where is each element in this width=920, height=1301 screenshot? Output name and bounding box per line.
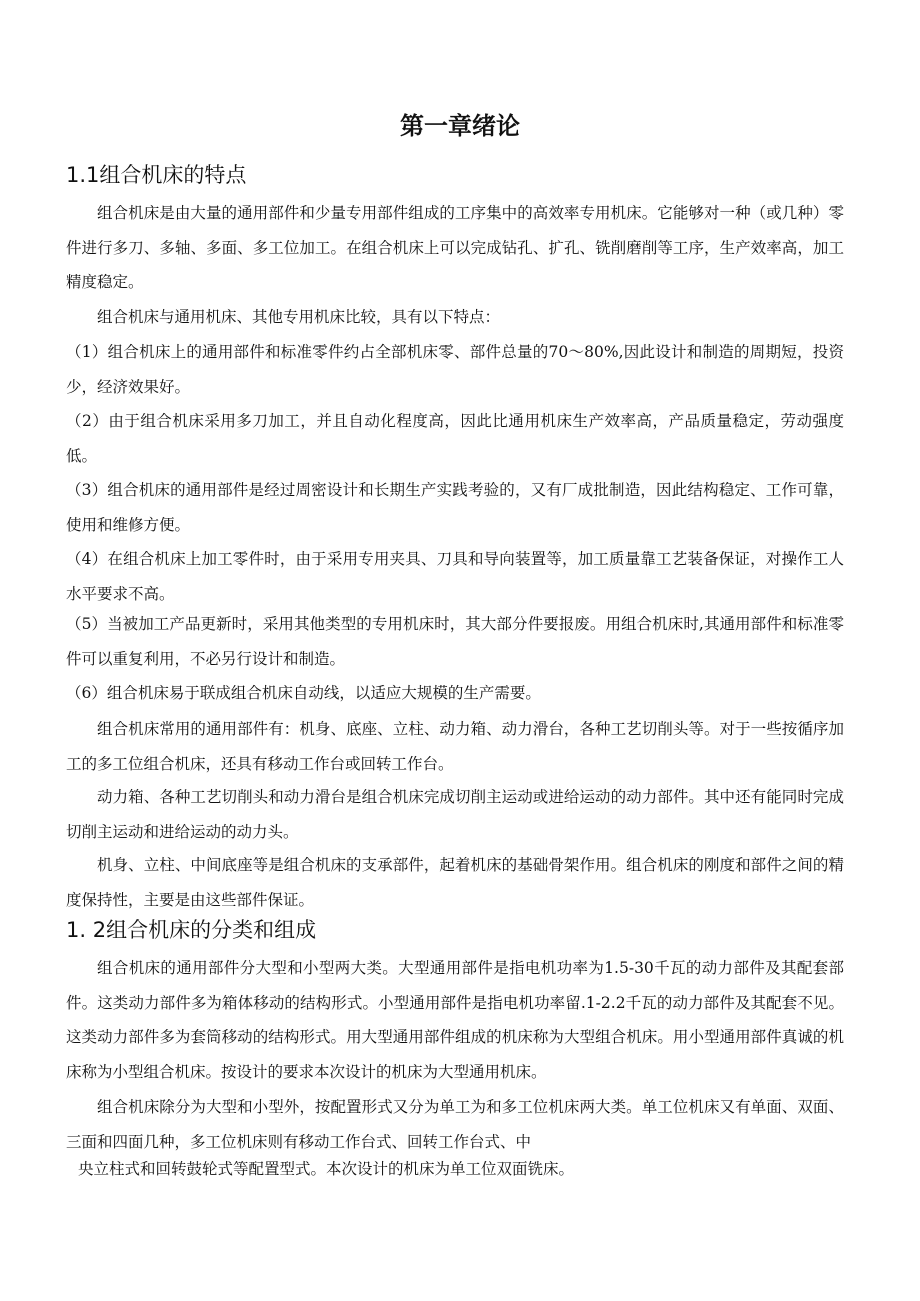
paragraph-support-parts: 机身、立柱、中间底座等是组合机床的支承部件，起着机床的基础骨架作用。组合机床的刚度和部件之间的精度保持性，主要是由这些部件保证。: [66, 856, 844, 909]
feature-item-4: （4）在组合机床上加工零件时，由于采用专用夹具、刀具和导向装置等，加工质量靠工艺装备保证，对操作工人水平要求不高。: [66, 550, 844, 603]
chapter-title: 第一章绪论: [400, 112, 520, 140]
section-heading-1-2: 1. 2组合机床的分类和组成: [66, 918, 317, 942]
paragraph-intro: 组合机床是由大量的通用部件和少量专用部件组成的工序集中的高效率专用机床。它能够对一种（或几种）零件进行多刀、多轴、多面、多工位加工。在组合机床上可以完成钻孔、扩孔、铣削磨削等工序，生产效率高，加工精度稳定。: [66, 204, 844, 292]
paragraph-compare: 组合机床与通用机床、其他专用机床比较，具有以下特点：: [97, 308, 501, 326]
paragraph-common-parts: 组合机床常用的通用部件有：机身、底座、立柱、动力箱、动力滑台，各种工艺切削头等。对于一些按循序加工的多工位组合机床，还具有移动工作台或回转工作台。: [66, 720, 844, 773]
feature-item-3: （3）组合机床的通用部件是经过周密设计和长期生产实践考验的，又有厂成批制造，因此结构稳定、工作可靠，使用和维修方便。: [66, 481, 844, 534]
feature-item-5: （5）当被加工产品更新时，采用其他类型的专用机床时，其大部分件要报废。用组合机床时,其通用部件和标准零件可以重复利用，不必另行设计和制造。: [66, 615, 844, 668]
feature-item-1: （1）组合机床上的通用部件和标准零件约占全部机床零、部件总量的70～80%,因此设计和制造的周期短，投资少，经济效果好。: [66, 343, 844, 396]
feature-item-2: （2）由于组合机床采用多刀加工，并且自动化程度高，因此比通用机床生产效率高，产品质量稳定，劳动强度低。: [66, 412, 844, 465]
paragraph-config-classes: 组合机床除分为大型和小型外，按配置形式又分为单工为和多工位机床两大类。单工位机床又有单面、双面、三面和四面几种，多工位机床则有移动工作台式、回转工作台式、中: [66, 1098, 844, 1151]
paragraph-size-classes: 组合机床的通用部件分大型和小型两大类。大型通用部件是指电机功率为1.5-30千瓦的动力部件及其配套部件。这类动力部件多为箱体移动的结构形式。小型通用部件是指电机功率留.1-2.2千瓦的动力部件及其配套不见。这类动力部件多为套筒移动的结构形式。用大型通用部件组成的机床称为大型组合机床。用小型通用部件真诚的机床称为小型组合机床。按设计的要求本次设计的机床为大型通用机床。: [66, 959, 844, 1081]
feature-item-6: （6）组合机床易于联成组合机床自动线，以适应大规模的生产需要。: [66, 684, 541, 702]
section-heading-1-1: 1.1组合机床的特点: [66, 163, 247, 187]
paragraph-config-tail: 央立柱式和回转鼓轮式等配置型式。本次设计的机床为单工位双面铣床。: [78, 1160, 575, 1178]
paragraph-power-parts: 动力箱、各种工艺切削头和动力滑台是组合机床完成切削主运动或进给运动的动力部件。其中还有能同时完成切削主运动和进给运动的动力头。: [66, 788, 844, 841]
